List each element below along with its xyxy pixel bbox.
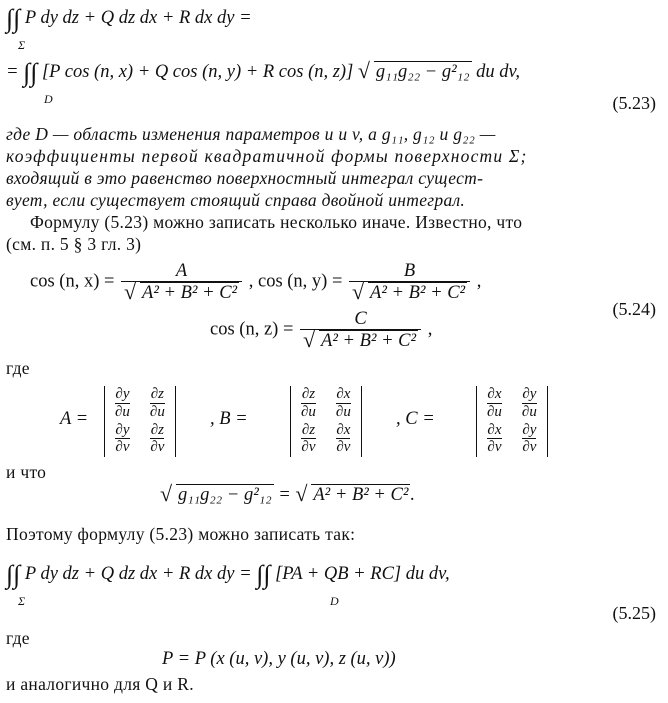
pd-den: ∂v (522, 439, 537, 455)
pd-num: ∂y (115, 421, 130, 438)
eq-number-5-23: (5.23) (612, 93, 656, 113)
eq-number-5-24: (5.24) (612, 299, 656, 319)
identity-right: A² + B² + C² (313, 485, 409, 505)
det-a-label: A = (60, 409, 89, 429)
eq-5-25-line (6, 562, 450, 588)
double-integral-symbol: ∫∫ (6, 4, 21, 33)
comma: , (476, 271, 482, 292)
identity-eq: = (273, 485, 296, 505)
double-integral-symbol: ∫∫ (256, 560, 271, 589)
eq-5-24-row1 (30, 262, 481, 302)
sqrt-radical (303, 332, 418, 351)
pd-num: ∂x (487, 386, 502, 402)
pd-num: ∂z (150, 386, 164, 402)
fraction-b (349, 262, 470, 302)
pd-den: ∂v (301, 439, 316, 455)
para1-line4: вует, если существует стоящий справа двойной интеграл. (6, 190, 466, 210)
pd-den: ∂v (150, 439, 165, 455)
sqrt-radical (358, 63, 472, 82)
comma: , (248, 271, 254, 292)
eq-number-5-25: (5.25) (612, 603, 656, 623)
similarly-line: и аналогично для Q и R. (6, 674, 194, 694)
determinant-b (290, 386, 362, 457)
pd-den: ∂u (115, 403, 130, 420)
fraction-a (121, 262, 242, 302)
eq-5-25-lhs-limit: Σ (18, 594, 26, 608)
eq-5-23-rhs-body: [P cos (n, x) + Q cos (n, y) + R cos (n, z)] (41, 62, 354, 82)
identity-end: . (410, 485, 416, 505)
pd-den: ∂u (149, 403, 165, 420)
sqrt-radical (295, 486, 410, 505)
eq-5-23-line1 (6, 6, 252, 32)
pd-den: ∂v (336, 439, 351, 455)
pd-den: ∂u (521, 403, 537, 420)
cos-y-label: cos (n, y) = (257, 271, 343, 292)
fraction-a-den: A² + B² + C² (142, 282, 238, 303)
pd-den: ∂u (301, 403, 316, 420)
para1-line3: входящий в это равенство поверхностный интеграл сущест- (6, 168, 484, 188)
pd-den: ∂v (487, 439, 502, 455)
eq-5-23-rhs-limit: D (44, 92, 53, 106)
and-that-label: и что (6, 462, 47, 482)
pd-num: ∂y (115, 386, 130, 402)
pd-num: ∂z (301, 421, 316, 438)
cos-x-label: cos (n, x) = (30, 271, 115, 292)
eq-5-23-lhs: P dy dz + Q dz dx + R dx dy = (24, 8, 252, 28)
pd-num: ∂z (301, 386, 316, 402)
fraction-c (300, 310, 421, 350)
determinant-a (104, 386, 176, 457)
fraction-b-den: A² + B² + C² (370, 282, 466, 303)
det-b-label: , B = (210, 409, 248, 429)
pd-num: ∂x (336, 421, 351, 438)
eq-5-24-row2 (210, 310, 432, 350)
det-c-label: , C = (396, 409, 435, 429)
pd-den: ∂u (335, 403, 351, 420)
sqrt-radical (352, 284, 467, 303)
para1-line1: где D — область изменения параметров u и v, а g₁₁, g₁₂ и g₂₂ — (6, 124, 496, 144)
pd-num: ∂y (522, 421, 537, 438)
therefore-line: Поэтому формулу (5.23) можно записать так: (6, 524, 356, 544)
eq-5-23-lhs-limit: Σ (18, 38, 26, 52)
pd-num: ∂x (487, 421, 502, 438)
where-label-2: где (6, 628, 30, 648)
fraction-c-den: A² + B² + C² (321, 330, 417, 351)
eq-5-25-rhs-limit: D (330, 594, 339, 608)
comma: , (427, 319, 433, 340)
para1-line2: коэффициенты первой квадратичной формы поверхности Σ; (6, 146, 528, 166)
cos-z-label: cos (n, z) = (210, 319, 294, 340)
pd-den: ∂u (487, 403, 502, 420)
eq-5-25-rhs: [PA + QB + RC] du dv, (275, 564, 450, 584)
fraction-a-num: A (175, 261, 188, 281)
eq-5-23-rhs-tail: du dv, (476, 62, 521, 82)
eq-5-23-sqrt: g₁₁g₂₂ − g²₁₂ (375, 62, 470, 82)
eq-5-25-lhs: P dy dz + Q dz dx + R dx dy = (24, 564, 252, 584)
sqrt-radical (160, 486, 274, 505)
para2-line1: Формулу (5.23) можно записать несколько иначе. Известно, что (30, 212, 523, 232)
where-label-1: где (6, 358, 30, 378)
identity-left: g₁₁g₂₂ − g²₁₂ (178, 485, 272, 505)
double-integral-symbol: ∫∫ (6, 560, 21, 589)
eq-5-23-line2 (6, 60, 520, 86)
pd-den: ∂v (115, 439, 130, 455)
identity-equation (160, 486, 415, 505)
double-integral-symbol: ∫∫ (23, 58, 38, 87)
pd-num: ∂x (336, 386, 351, 402)
sqrt-radical (124, 284, 239, 303)
determinant-c (476, 386, 548, 457)
pd-num: ∂y (522, 386, 537, 402)
para2-line2: (см. п. 5 § 3 гл. 3) (6, 234, 142, 254)
eq-5-23-rhs-pre: = (6, 62, 24, 82)
fraction-b-num: B (403, 261, 416, 281)
pd-num: ∂z (150, 421, 164, 438)
fraction-c-num: C (354, 309, 367, 329)
p-definition: P = P (x (u, v), y (u, v), z (u, v)) (162, 649, 396, 669)
